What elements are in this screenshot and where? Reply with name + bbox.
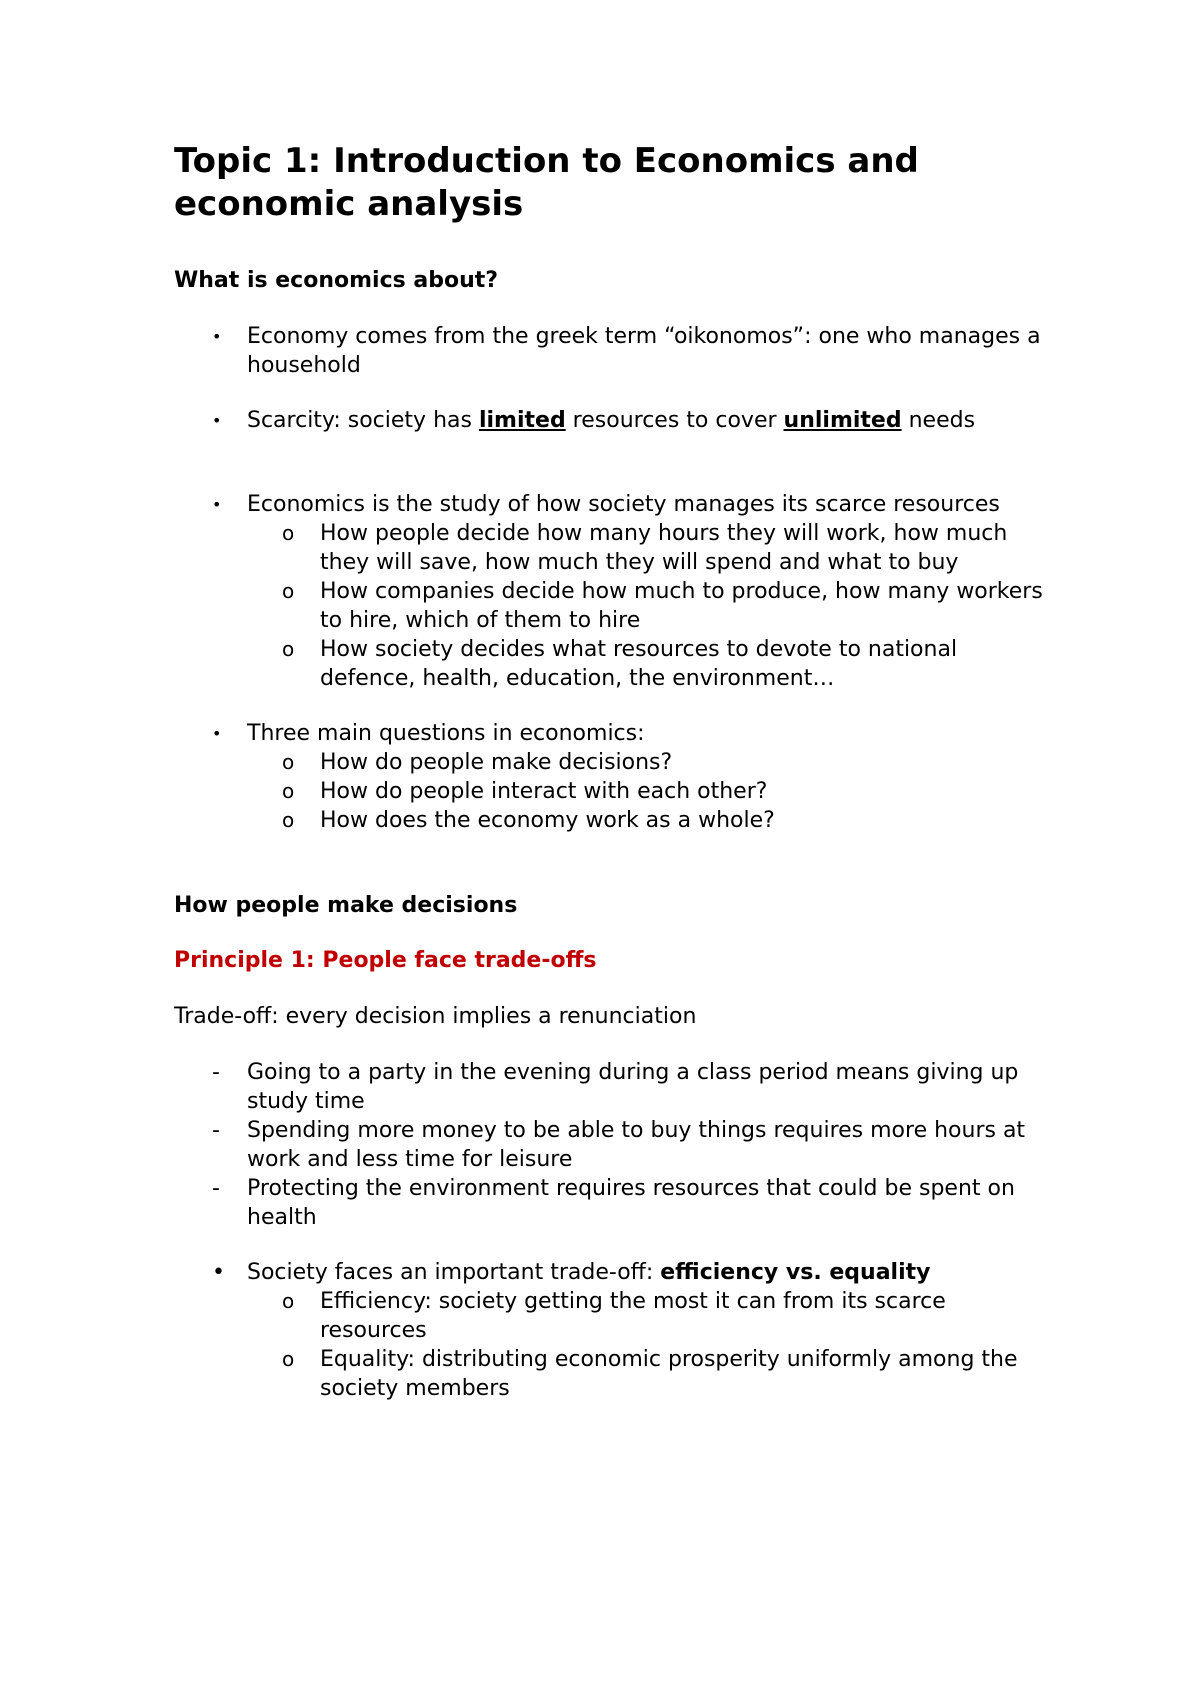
document-body (174, 140, 1054, 1403)
sub-item-question-economy (174, 806, 1054, 835)
section-heading-economics-about: What is economics about? (174, 268, 499, 293)
scarcity-emph-limited: limited (478, 408, 566, 433)
circle-bullet-icon: o (282, 521, 295, 545)
dash-item-money (174, 1116, 1054, 1174)
circle-bullet-icon: o (282, 1289, 295, 1313)
bullet-icon: • (212, 724, 222, 743)
sub-item-text: How does the economy work as a whole? (320, 808, 775, 833)
society-emph-efficiency-equality: efficiency vs. equality (660, 1260, 931, 1285)
sub-item-people-decide (174, 519, 1054, 577)
circle-bullet-icon: o (282, 808, 295, 832)
sub-item-text: Equality: distributing economic prosperity uniformly among the society members (320, 1347, 1018, 1401)
circle-bullet-icon: o (282, 1347, 295, 1371)
sub-item-text: How companies decide how much to produce, how many workers to hire, which of them to hire (320, 579, 1043, 633)
circle-bullet-icon: o (282, 579, 295, 603)
sub-item-efficiency (174, 1287, 1054, 1345)
society-text-before: Society faces an important trade-off: (247, 1260, 661, 1285)
scarcity-emph-unlimited: unlimited (783, 408, 902, 433)
dash-icon: - (212, 1060, 220, 1085)
list-item-economics-study (174, 490, 1054, 519)
bullet-icon: • (212, 327, 222, 346)
circle-bullet-icon: o (282, 750, 295, 774)
list-item-three-questions (174, 719, 1054, 748)
bullet-icon: • (212, 495, 222, 514)
sub-item-question-decisions (174, 748, 1054, 777)
dash-item-text: Going to a party in the evening during a class period means giving up study time (247, 1060, 1019, 1114)
scarcity-text-middle: resources to cover (565, 408, 784, 433)
section-heading-people-decisions: How people make decisions (174, 893, 518, 918)
circle-bullet-icon: o (282, 779, 295, 803)
dash-item-environment (174, 1174, 1054, 1232)
sub-item-text: How society decides what resources to devote to national defence, health, education, the environment… (320, 637, 958, 691)
sub-item-text: How do people interact with each other? (320, 779, 768, 804)
dash-icon: - (212, 1176, 220, 1201)
dash-item-text: Spending more money to be able to buy things requires more hours at work and less time for leisure (247, 1118, 1026, 1172)
sub-item-text: How do people make decisions? (320, 750, 673, 775)
scarcity-text-after: needs (901, 408, 976, 433)
list-item-society-tradeoff (174, 1258, 1054, 1287)
bullet-icon: • (212, 411, 222, 430)
sub-item-question-interact (174, 777, 1054, 806)
scarcity-text-before: Scarcity: society has (247, 408, 479, 433)
sub-item-equality (174, 1345, 1054, 1403)
list-item-scarcity (174, 406, 1054, 435)
sub-item-companies-decide (174, 577, 1054, 635)
sub-item-text: Efficiency: society getting the most it can from its scarce resources (320, 1289, 946, 1343)
sub-item-society-decides (174, 635, 1054, 693)
list-item-text: Economy comes from the greek term “oikonomos”: one who manages a household (247, 324, 1041, 378)
dash-icon: - (212, 1118, 220, 1143)
tradeoff-definition: Trade-off: every decision implies a renunciation (174, 1004, 697, 1029)
list-item-text: Three main questions in economics: (247, 721, 645, 746)
principle-heading: Principle 1: People face trade-offs (174, 948, 597, 973)
list-item-economy-origin (174, 322, 1054, 380)
dash-item-text: Protecting the environment requires resources that could be spent on health (247, 1176, 1015, 1230)
circle-bullet-icon: o (282, 637, 295, 661)
dash-item-party (174, 1058, 1054, 1116)
page-title: Topic 1: Introduction to Economics and economic analysis (174, 141, 919, 224)
list-item-text: Economics is the study of how society manages its scarce resources (247, 492, 1000, 517)
bullet-icon: • (212, 1260, 225, 1285)
sub-item-text: How people decide how many hours they will work, how much they will save, how much they will spend and what to buy (320, 521, 1008, 575)
